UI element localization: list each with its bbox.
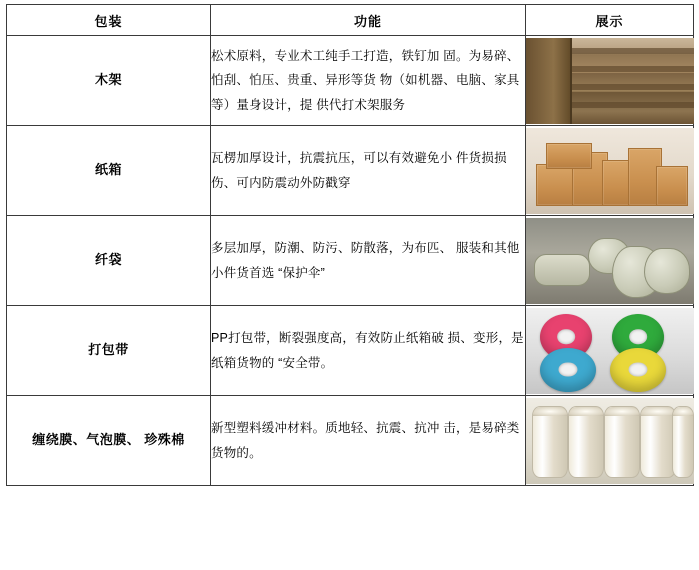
packaging-desc-carton: 瓦楞加厚设计，抗震抗压，可以有效避免小 件货损损伤、可内防震动外防戳穿 — [211, 126, 526, 216]
carton-box-photo — [526, 128, 694, 214]
table-row — [7, 306, 694, 396]
packaging-name-wooden-crate: 木架 — [7, 36, 211, 126]
packaging-desc-stretch-film: 新型塑料缓冲材料。质地轻、抗震、抗冲 击，是易碎类货物的。 — [211, 396, 526, 486]
stretch-film-photo — [526, 398, 694, 484]
column-header-function: 功能 — [211, 5, 526, 36]
packaging-image-cell-strapping-band — [526, 306, 694, 396]
strapping-band-photo — [526, 308, 694, 394]
packaging-desc-strapping-band: PP打包带，断裂强度高，有效防止纸箱破 损、变形，是纸箱货物的 “安全带。 — [211, 306, 526, 396]
packaging-image-cell-stretch-film — [526, 396, 694, 486]
packaging-image-cell-carton — [526, 126, 694, 216]
column-header-packaging: 包装 — [7, 5, 211, 36]
woven-bag-photo — [526, 218, 694, 304]
packaging-image-cell-woven-bag — [526, 216, 694, 306]
packaging-desc-wooden-crate: 松术原料，专业术工纯手工打造，铁钉加 固。为易碎、怕刮、怕压、贵重、异形等货 物（如机器、电脑、家具等）量身设计，提 供代打术架服务 — [211, 36, 526, 126]
table-row — [7, 36, 694, 126]
wooden-crate-photo — [526, 38, 694, 124]
packaging-image-cell-wooden-crate — [526, 36, 694, 126]
packaging-name-strapping-band: 打包带 — [7, 306, 211, 396]
packaging-table — [6, 4, 694, 486]
packaging-name-stretch-film: 缠绕膜、气泡膜、 珍殊棉 — [7, 396, 211, 486]
table-row — [7, 216, 694, 306]
packaging-name-woven-bag: 纤袋 — [7, 216, 211, 306]
table-row — [7, 126, 694, 216]
column-header-display: 展示 — [526, 5, 694, 36]
packaging-name-carton: 纸箱 — [7, 126, 211, 216]
table-header-row — [7, 5, 694, 36]
table-row — [7, 396, 694, 486]
packaging-desc-woven-bag: 多层加厚，防潮、防污、防散落，为布匹、 服装和其他小件货首选 “保护伞” — [211, 216, 526, 306]
